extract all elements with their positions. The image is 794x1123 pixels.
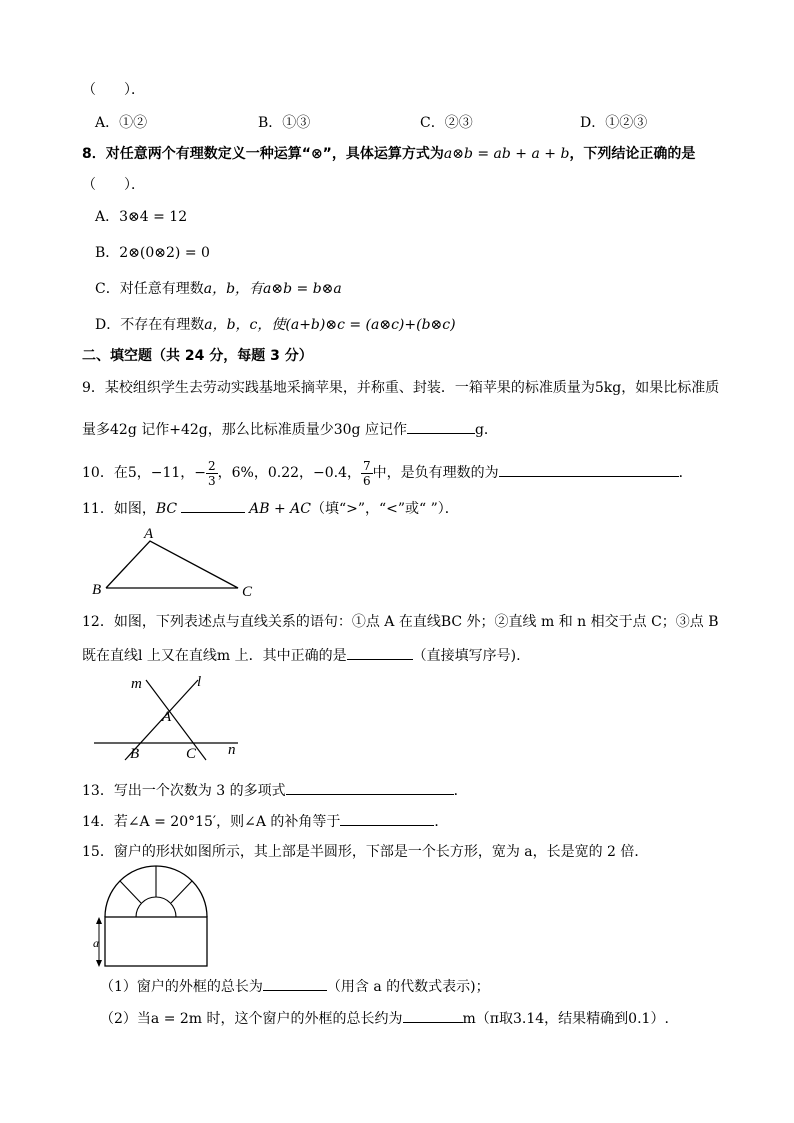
lines-figure [88, 670, 258, 765]
q12-answer-blank[interactable] [347, 645, 413, 660]
label-c: C [186, 746, 197, 762]
vertex-a-label: A [144, 526, 154, 542]
q11-hint: （填“>”，“<”或“ ”）． [310, 501, 459, 517]
q13-text: 13．写出一个次数为 3 的多项式 [82, 783, 286, 799]
q8-option-d-vars: a，b，c，使 [204, 317, 286, 333]
q12-line1: 12．如图，下列表述点与直线关系的语句：①点 A 在直线BC 外；②直线 m 和 n 相交于点 C；③点 B [82, 614, 719, 630]
q13-end: ． [453, 783, 468, 799]
q15-part1-blank[interactable] [263, 976, 327, 991]
q14-end: ． [434, 814, 449, 830]
q10-fraction-2 [361, 459, 373, 488]
q8-option-c-formula: a⊗b = b⊗a [263, 281, 342, 297]
dimension-arrow-top [96, 917, 102, 924]
label-l: l [197, 674, 202, 690]
q8-option-d [95, 315, 456, 335]
q10-fraction-1-num: 2 [208, 458, 216, 473]
label-a: A [162, 709, 172, 725]
q8-paren: （ ）． [82, 177, 145, 193]
q8-option-d-text: D．不存在有理数 [95, 317, 205, 333]
q7-option-a: A．①② [95, 115, 148, 131]
window-spoke-left [120, 881, 141, 903]
q10-fraction-2-num: 7 [363, 458, 371, 473]
q11-ab-ac: AB + AC [249, 501, 311, 517]
q8-stem-text: 8．对任意两个有理数定义一种运算“⊗”，具体运算方式为 [82, 146, 444, 162]
q8-formula: a⊗b = ab + a + b [443, 146, 570, 162]
q12-line2 [82, 645, 521, 666]
section-heading: 二、填空题（共 24 分，每题 3 分） [82, 348, 313, 364]
q14-line [82, 811, 448, 832]
q8-stem [82, 144, 695, 164]
q8-option-c-vars: a，b，有 [203, 281, 264, 297]
q10-fraction-1 [206, 459, 218, 488]
dimension-arrow-bottom [96, 960, 102, 967]
q8-option-d-formula: (a+b)⊗c = (a⊗c)+(b⊗c) [285, 317, 456, 333]
dimension-label-a: a [93, 936, 99, 950]
q10-line [82, 456, 693, 490]
q8-option-c [95, 279, 342, 299]
q10-answer-blank[interactable] [499, 462, 679, 477]
q11-answer-blank[interactable] [181, 498, 245, 513]
window-figure [88, 862, 218, 970]
q8-option-a: A．3⊗4 = 12 [95, 209, 188, 225]
q10-fraction-1-den: 3 [208, 473, 216, 488]
label-m: m [131, 676, 142, 692]
q10-end: ． [678, 465, 693, 481]
q11-text: 11．如图， [82, 501, 156, 517]
q10-fraction-2-den: 6 [363, 473, 371, 488]
q9-line2-text: 量多42g 记作+42g，那么比标准质量少30g 应记作 [82, 422, 407, 438]
label-b: B [130, 746, 140, 762]
q7-option-c: C．②③ [420, 115, 473, 131]
q15-part2 [100, 1008, 669, 1029]
q7-option-d: D．①②③ [580, 115, 648, 131]
q11-bc: BC [155, 501, 178, 517]
window-spoke-right [171, 881, 192, 903]
q15-part1-text: （1）窗户的外框的总长为 [100, 979, 263, 995]
window-inner-arch [136, 897, 176, 917]
q13-line [82, 780, 468, 801]
q8-option-b: B．2⊗(0⊗2) = 0 [95, 245, 210, 261]
q15-stem: 15．窗户的形状如图所示，其上部是半圆形，下部是一个长方形，宽为 a，长是宽的 2 倍． [82, 844, 649, 860]
q15-part2-blank[interactable] [403, 1008, 463, 1023]
q9-line2-end: g． [474, 422, 498, 438]
q7-option-b: B．①③ [258, 115, 311, 131]
q15-part2-end: m（π取3.14，结果精确到0.1）. [462, 1011, 669, 1027]
vertex-c-label: C [242, 584, 253, 600]
q13-answer-blank[interactable] [286, 780, 454, 795]
q14-answer-blank[interactable] [340, 811, 434, 826]
q15-part2-text: （2）当a = 2m 时，这个窗户的外框的总长约为 [100, 1011, 403, 1027]
q15-part1-end: （用含 a 的代数式表示)； [326, 979, 490, 995]
q10-prefix: 10．在5，−11，− [82, 465, 206, 481]
q12-line2-end: （直接填写序号). [412, 648, 521, 664]
q10-mid: ，6%，0.22，−0.4̇， [217, 465, 362, 481]
line-m [146, 680, 206, 760]
q7-paren: （ ）． [82, 82, 145, 98]
q9-line2 [82, 419, 498, 440]
q15-part1 [100, 976, 490, 997]
q10-suffix: 中，是负有理数的为 [372, 465, 499, 481]
q12-line2-text: 既在直线l 上又在直线m 上．其中正确的是 [82, 648, 347, 664]
vertex-b-label: B [92, 582, 102, 598]
q9-answer-blank[interactable] [407, 419, 475, 434]
label-n: n [228, 742, 236, 758]
q11-line [82, 498, 459, 519]
q14-text: 14．若∠A = 20°15′，则∠A 的补角等于 [82, 814, 341, 830]
q8-option-c-text: C．对任意有理数 [95, 281, 204, 297]
q9-line1: 9．某校组织学生去劳动实践基地采摘苹果，并称重、封装．一箱苹果的标准质量为5kg，如果比标准质 [82, 380, 720, 396]
triangle-sides [106, 541, 238, 588]
window-rect [105, 917, 207, 966]
q8-stem-tail: ，下列结论正确的是 [569, 146, 696, 162]
triangle-figure [88, 524, 268, 604]
